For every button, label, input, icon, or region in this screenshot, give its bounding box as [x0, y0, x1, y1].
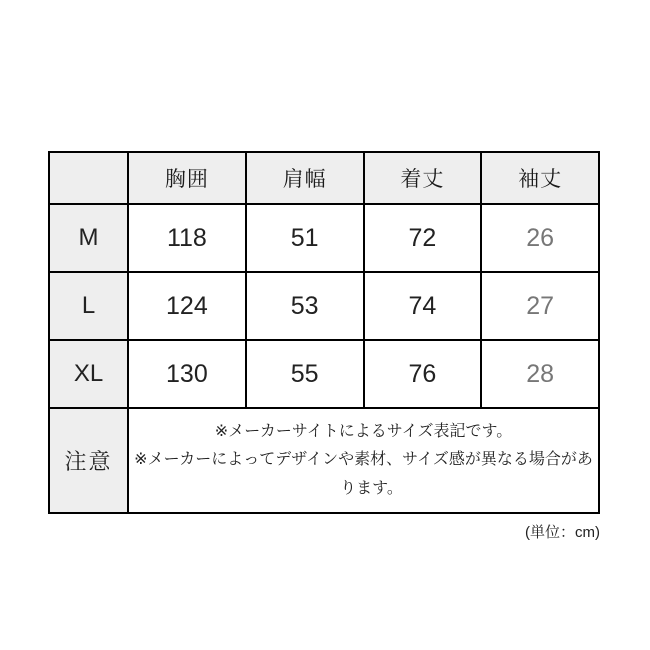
column-header-shoulder: 肩幅 [246, 152, 364, 204]
column-header-chest: 胸囲 [128, 152, 246, 204]
size-chart-table [48, 151, 600, 514]
note-row-label: 注意 [49, 408, 128, 513]
column-header-length: 着丈 [364, 152, 482, 204]
note-line: ※メーカーサイトによるサイズ表記です。 [214, 422, 513, 440]
table-row-xl [49, 340, 599, 408]
size-value-cell: 72 [364, 204, 482, 272]
column-header-sleeve: 袖丈 [481, 152, 599, 204]
size-value-cell: 27 [481, 272, 599, 340]
size-value-cell: 51 [246, 204, 364, 272]
unit-label: (単位：cm) [525, 524, 600, 541]
table-row-l [49, 272, 599, 340]
size-value-cell: 26 [481, 204, 599, 272]
row-label-l: L [49, 272, 128, 340]
note-line: ※メーカーによってデザインや素材、サイズ感が異なる場合があります。 [134, 451, 593, 497]
size-value-cell: 74 [364, 272, 482, 340]
corner-cell [49, 152, 128, 204]
size-value-cell: 55 [246, 340, 364, 408]
note-cell [128, 408, 599, 513]
row-label-xl: XL [49, 340, 128, 408]
size-value-cell: 28 [481, 340, 599, 408]
row-label-m: M [49, 204, 128, 272]
size-value-cell: 130 [128, 340, 246, 408]
table-note-row [49, 408, 599, 513]
size-value-cell: 124 [128, 272, 246, 340]
size-value-cell: 118 [128, 204, 246, 272]
table-row-m [49, 204, 599, 272]
table-header-row [49, 152, 599, 204]
size-value-cell: 53 [246, 272, 364, 340]
size-value-cell: 76 [364, 340, 482, 408]
